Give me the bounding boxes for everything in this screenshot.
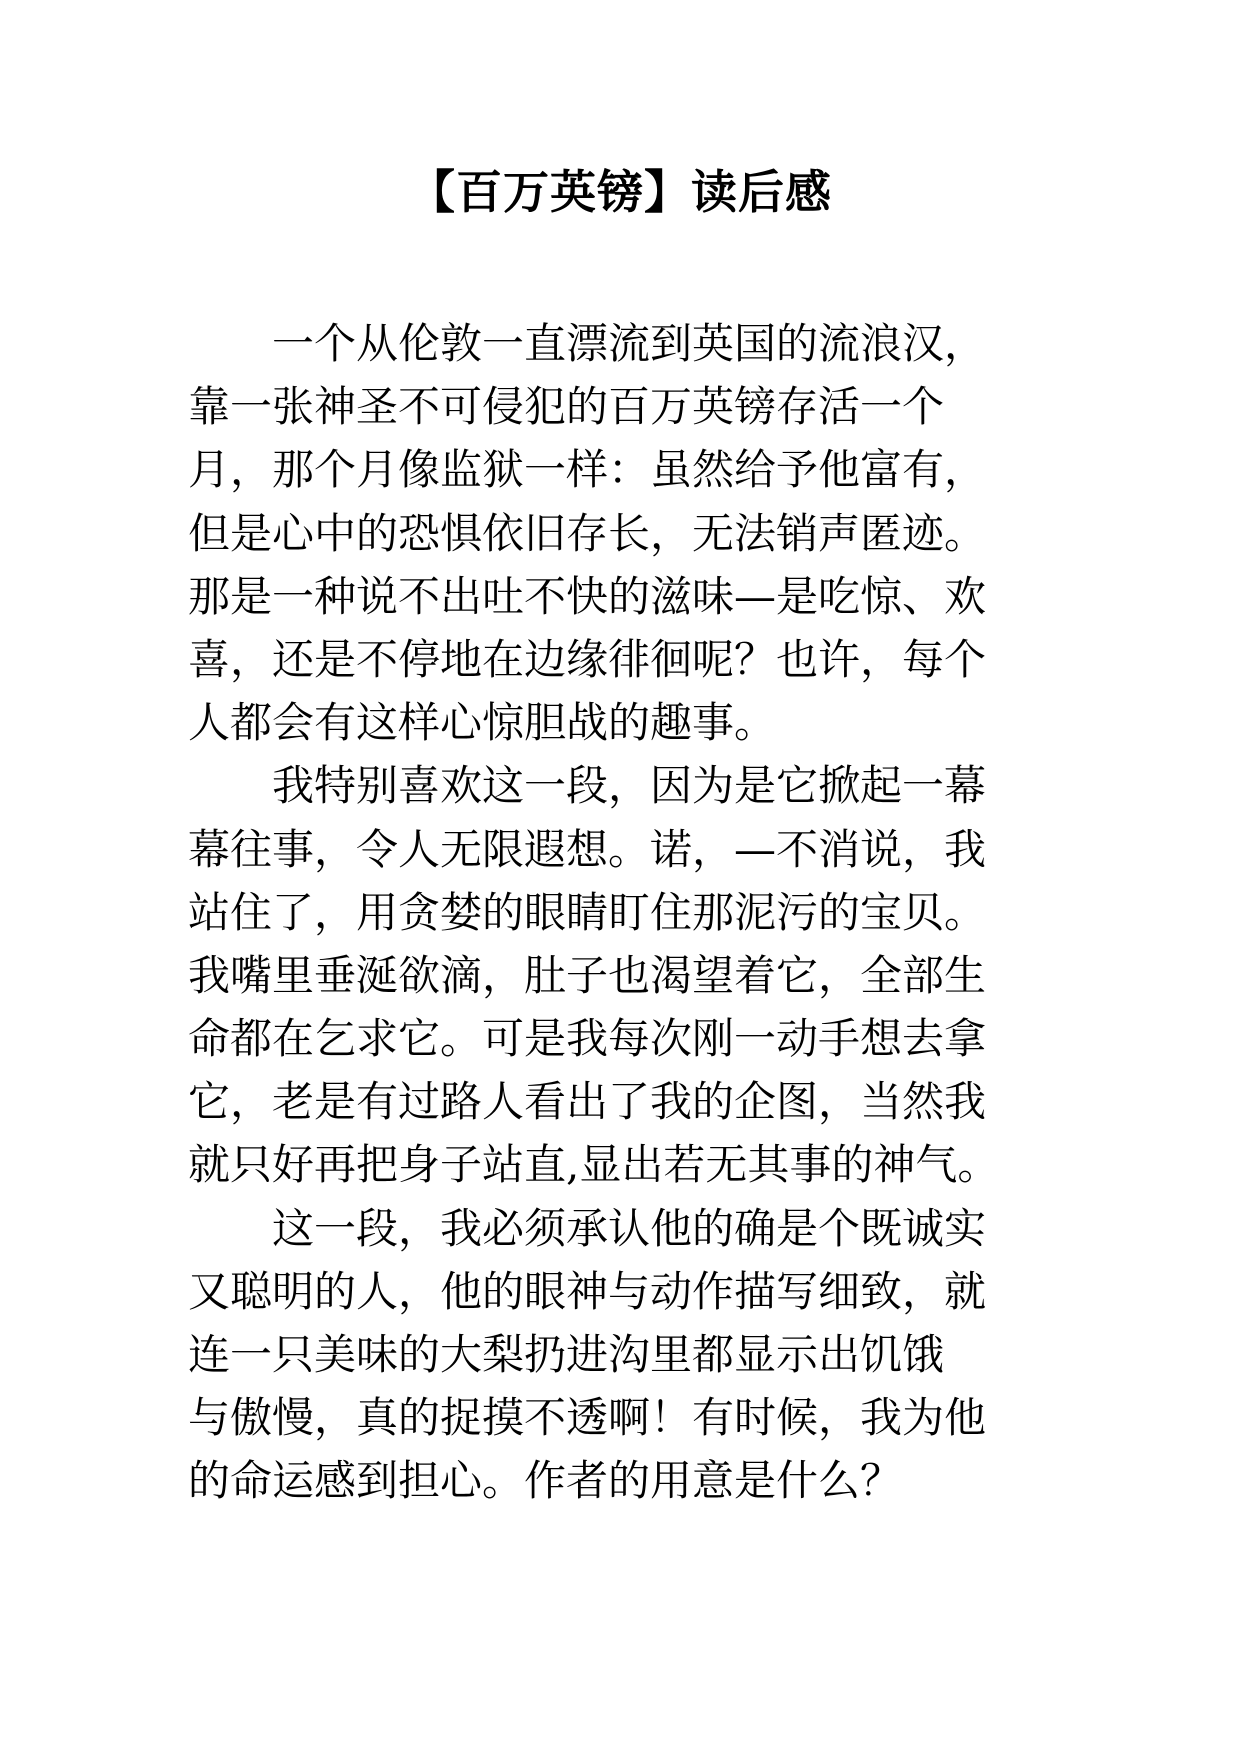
text-line: 我特别喜欢这一段，因为是它掀起一幕	[188, 761, 987, 811]
text-line: 一个从伦敦一直漂流到英国的流浪汉，	[188, 319, 987, 368]
text-line: 的命运感到担心。作者的用意是什么？	[188, 1456, 903, 1506]
text-line: 月，那个月像监狱一样：虽然给予他富有，	[188, 445, 987, 495]
body-text	[188, 312, 1088, 1513]
text-line: 连一只美味的大梨扔进沟里都显示出饥饿	[188, 1330, 945, 1379]
text-line: 站住了，用贪婪的眼睛盯住那泥污的宝贝。	[188, 887, 987, 937]
document-title: 【百万英镑】读后感	[409, 165, 832, 219]
text-line: 靠一张神圣不可侵犯的百万英镑存活一个	[188, 382, 945, 432]
text-line: 就只好再把身子站直,显出若无其事的神气。	[188, 1140, 1000, 1190]
text-line: 那是一种说不出吐不快的滋味—是吃惊、欢	[188, 571, 987, 621]
text-line: 又聪明的人，他的眼神与动作描写细致，就	[188, 1266, 987, 1316]
text-line: 幕往事，令人无限遐想。诺，—不消说，我	[188, 824, 987, 874]
text-line: 我嘴里垂涎欲滴，肚子也渴望着它，全部生	[188, 950, 987, 1000]
text-line: 它，老是有过路人看出了我的企图，当然我	[188, 1077, 987, 1127]
text-line: 与傲慢，真的捉摸不透啊！有时候，我为他	[188, 1393, 987, 1443]
text-line: 这一段，我必须承认他的确是个既诚实	[188, 1203, 987, 1253]
text-line: 喜，还是不停地在边缘徘徊呢？也许，每个	[188, 634, 987, 684]
text-line: 人都会有这样心惊胆战的趣事。	[188, 698, 777, 748]
text-line: 但是心中的恐惧依旧存长，无法销声匿迹。	[188, 508, 987, 558]
text-line: 命都在乞求它。可是我每次刚一动手想去拿	[188, 1014, 987, 1064]
